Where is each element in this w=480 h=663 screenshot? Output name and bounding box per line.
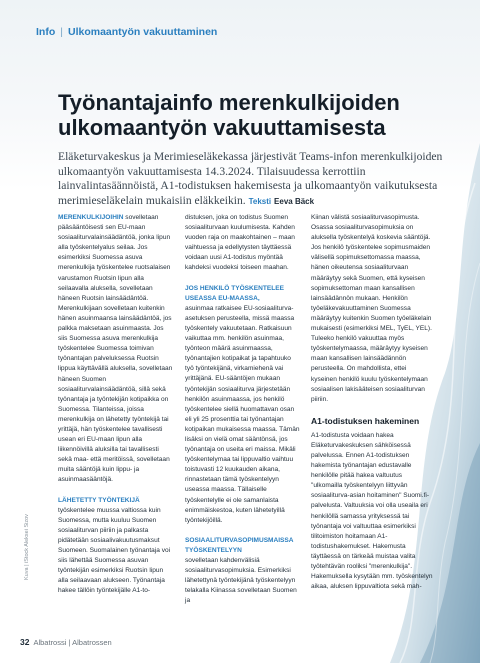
section-separator: |: [60, 26, 63, 38]
paragraph: distuksen, joka on todistus Suomen sosiaaliturvaan kuulumisesta. Kahden vuoden raja on maakohtainen – maan vaihtuessa ja edellytysten täyttäessä voidaan uusi A1-todistus myöntää kahdeksi vuodeksi toiseen maahan.: [185, 214, 295, 272]
paragraph-text: sovelletaan pääsääntöisesti sen EU-maan sosiaaliturvalainsäädäntöä, jonka lipun alla työskentelyalus seilaa. Jos esimerkiksi Suomessa asuva merenkulkija työskentelee ruotsalaisen varustamon Ruotsin lipun alla seilaavalla aluksella, sovelletaan häneen Ruotsin lainsäädäntöä. Merenkulkijaan sovelletaan kuitenkin hänen asuinmaansa lainsäädäntöä, jos palkka maksetaan asuinmaasta. Jos siis Suomessa asuva merenkulkija työskentelee Suomessa toimivan työnantajan palveluksessa Ruotsin lippua käyttävällä aluksella, sovelletaan häneen Suomen sosiaaliturvalainsäädäntöä, sillä sekä työnantaja ja työntekijän kotipaikka on Suomessa. Tilanteissa, joissa merenkulkija on lähetetty työntekijä tai yrittäjä, hän työskentelee tavallisesti usean eri EU-maan lipun alla liikennöivillä aluksilla tai tavallisesti sekä maa- että meritöissä, sovelletaan muita sääntöjä kuin lippu- ja asuinmaasääntöjä.: [58, 214, 173, 484]
section-heading: A1-todistuksen hakeminen: [311, 415, 420, 426]
page-footer: [20, 637, 112, 647]
section-tag: [36, 26, 217, 38]
section-label: Info: [36, 26, 56, 38]
paragraph: A1-todistusta voidaan hakea Eläketurvakeskuksen sähköisessä palvelussa. Ennen A1-todistuksen hakemista työnantajan edustavalle henkilölle pitää hakea valtuutus "ulkomailla työskentelyyn liittyvän sosiaaliturva-asian hoitaminen" Suomi.fi-palvelusta. Valtuuksia voi olla useaila eri henkilöllä samassa yrityksessä tai työnantaja voi valtuuttaa esimerkiksi tilitoimiston hoitamaan A1-todistushakemukset. Hakemusta täyttäessä on tärkeää muistaa valita työtehtävän rooliksi "merenkulkija". Hakemuksella kysytään mm. työskentelyn aikaa, aluksen lippuvaltiota sekä mah-: [311, 431, 433, 591]
publication-name: Albatrossi | Albatrossen: [33, 638, 112, 647]
text-column-2: [185, 213, 301, 616]
text-column-3: [311, 213, 433, 602]
paragraph-text: asuinmaa ratkaisee EU-sosiaaliturva-asetuksen perusteella, missä maassa työskentely vakuutetaan. Ratkaisuun vaikuttaa mm. henkilön asuinmaa, työnteon määrä asuinmaassa, työnantajien kotipaikat ja tapahtuuko työ työntekijänä, virkamiehenä vai yrittäjänä. EU-sääntöjen mukaan työntekijän sosiaaliturva järjestetään henkilön asuinmaassa, jos henkilö työskentelee siellä huomattavan osan eli yli 25 prosenttia tai työnantajan kotipaikan mukaisessa maassa. Tämän lisäksi on vielä omat sääntönsä, jos työnantaja on useita eri maissa. Mikäli työskentelymaa tai lippuvaltio vaihtuu toistuvasti 12 kuukauden aikana, rinnastetaan tämä työskentelyyn useassa maassa. Tällaiselle työskentelylle ei ole samanlaista enimmäiskestoa, kuten lähetetyillä työntekijöillä.: [185, 304, 300, 524]
paragraph: [185, 536, 301, 607]
paragraph-kicker: MERENKULKIJOIHIN: [58, 214, 124, 221]
byline-author: Eeva Bäck: [274, 196, 315, 206]
paragraph: Kiinan välistä sosiaaliturvasopimusta. Osassa sosiaaliturvasopimuksia on aluksella työskentelyä koskevia sääntöjä. Jos henkilö työskentelee sopimusmaiden välisellä sopimuksettomassa maassa, hänen oikeutensa sosiaaliturvaan määräytyy sekä Suomen, että kyseisen sopimuksettoman maan kansallisen lainsäädännön mukaan. Henkilön työeläkevakuuttaminen Suomessa määräytyy kuitenkin Suomen työeläkelain mukaisesti (esimerkiksi MEL, TyEL, YEL). Tuleeko henkilö vakuuttaa myös työskentelymaassa, määräytyy kyseisen maan kansallisen lainsäädännön perusteella. On mahdollista, ettei kyseinen henkilö kuulu työskentelymaan sosiaalisen lakisääteisen sosiaaliturvan piiriin.: [311, 214, 432, 403]
article-title: Työnantajainfo merenkulkijoiden ulkomaantyön vakuuttamisesta: [58, 90, 400, 140]
paragraph: [185, 284, 301, 526]
paragraph-text: sovelletaan kahdenvälisiä sosiaaliturvasopimuksia. Esimerkiksi lähetettynä työntekijänä työskentelyyn telakalla Kiinassa sovelletaan Suomen ja: [185, 557, 297, 605]
text-column-1: [58, 213, 174, 606]
lead-text: Eläketurvakeskus ja Merimieseläkekassa järjestivät Teams-infon merenkulkijoiden ulkomaantyön vakuuttamisesta 14.3.2024. Tilaisuudessa kerrottiin lainvalintasäännöistä, A1-todistuksen hakemisesta ja ulkomaantyön vaikutuksesta merimieseläkelain mukaisiin eläkkeikin.: [58, 150, 443, 207]
byline-label: Teksti: [248, 196, 272, 206]
photo-credit: Kuva | iStock Aleksei Sizov: [24, 514, 30, 580]
page-number: 32: [20, 637, 30, 647]
paragraph: [58, 213, 174, 486]
paragraph-text: työskentelee muussa valtiossa kuin Suomessa, mutta kuuluu Suomen sosiaaliturvan piiriin ja palkasta pidätetään sosiaalivakuutusmaksut Suomeen. Suomalainen työnantaja voi siis lähettää Suomessa asuvan työntekijän esimerkiksi Ruotsin lipun alla seilaavaan alukseen. Työnantaja hakee tällöin työntekijälle A1-to-: [58, 506, 171, 595]
article-lead: [58, 150, 463, 209]
subsection-label: Ulkomaantyön vakuuttaminen: [67, 26, 218, 38]
paragraph: [58, 496, 174, 597]
paragraph-kicker: LÄHETETTY TYÖNTEKIJÄ: [58, 496, 140, 504]
paragraph-subhead: SOSIAALITURVASOPIMUSMAISSA TYÖSKENTELYYN: [185, 536, 294, 554]
paragraph-subhead: JOS HENKILÖ TYÖSKENTELEE USEASSA EU-MAASSA,: [185, 284, 284, 302]
